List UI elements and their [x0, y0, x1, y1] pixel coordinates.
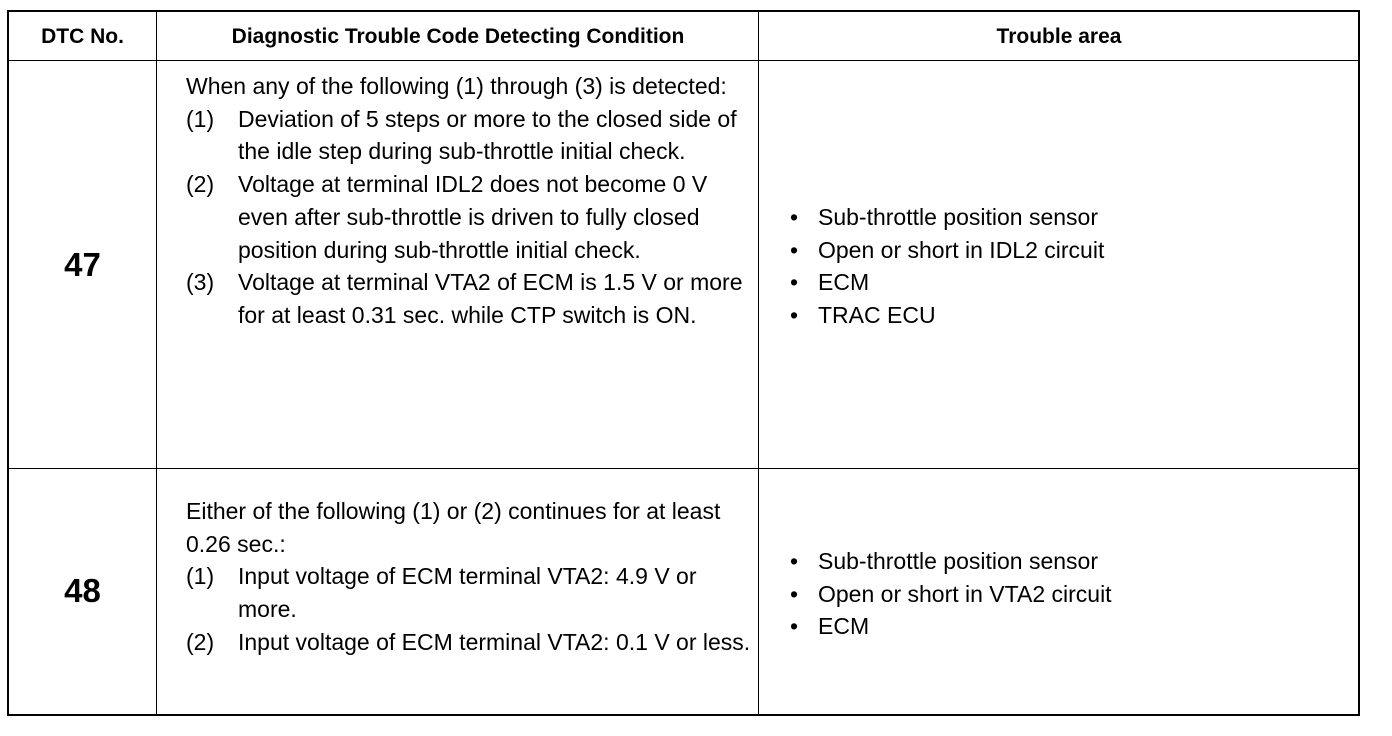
condition-item [186, 266, 756, 331]
item-number: (1) [186, 563, 215, 590]
item-text: Voltage at terminal VTA2 of ECM is 1.5 V or more for at least 0.31 sec. while CTP switch is ON. [238, 269, 743, 328]
dtc-table [7, 10, 1360, 716]
bullet-icon: • [790, 302, 799, 329]
condition-cell-48 [186, 495, 756, 659]
item-number: (2) [186, 628, 215, 655]
trouble-item: • Open or short in VTA2 circuit [788, 578, 1348, 611]
item-text: Input voltage of ECM terminal VTA2: 0.1 V or less. [238, 628, 751, 655]
trouble-item: • Sub-throttle position sensor [788, 545, 1348, 578]
dtc-code-48: 48 [64, 572, 101, 609]
row-divider [9, 468, 1358, 469]
trouble-item: • ECM [788, 266, 1348, 299]
bullet-icon: • [790, 613, 799, 640]
trouble-item: • TRAC ECU [788, 299, 1348, 332]
item-text: Input voltage of ECM terminal VTA2: 4.9 V or more. [238, 563, 697, 623]
item-number: (2) [186, 171, 215, 198]
trouble-cell-47 [788, 201, 1348, 332]
item-text: Voltage at terminal IDL2 does not become 0 V even after sub-throttle is driven to fully closed position during sub-throttle initial check. [238, 171, 708, 263]
condition-intro: When any of the following (1) through (3) is detected: [186, 73, 727, 99]
dtc-code-47: 47 [64, 246, 101, 283]
bullet-icon: • [790, 580, 799, 607]
condition-item [186, 103, 756, 168]
item-text: Deviation of 5 steps or more to the closed side of the idle step during sub-throttle initial check. [238, 105, 737, 165]
condition-item [186, 560, 756, 625]
header-dtc-no: DTC No. [41, 25, 124, 48]
trouble-cell-48 [788, 545, 1348, 643]
bullet-icon: • [790, 204, 799, 230]
bullet-icon: • [790, 269, 799, 296]
trouble-item: • ECM [788, 610, 1348, 643]
item-number: (3) [186, 269, 215, 296]
trouble-item: • Sub-throttle position sensor [788, 201, 1348, 234]
condition-item [186, 168, 756, 266]
item-number: (1) [186, 105, 215, 132]
trouble-item: • Open or short in IDL2 circuit [788, 234, 1348, 267]
column-divider-2 [758, 12, 759, 714]
condition-item [186, 626, 756, 659]
header-trouble-area: Trouble area [996, 25, 1122, 48]
header-condition: Diagnostic Trouble Code Detecting Condition [231, 25, 685, 48]
bullet-icon: • [790, 548, 799, 574]
condition-intro: Either of the following (1) or (2) continues for at least 0.26 sec.: [186, 498, 721, 557]
condition-cell-47 [186, 70, 756, 332]
column-divider-1 [156, 12, 157, 714]
bullet-icon: • [790, 236, 799, 263]
